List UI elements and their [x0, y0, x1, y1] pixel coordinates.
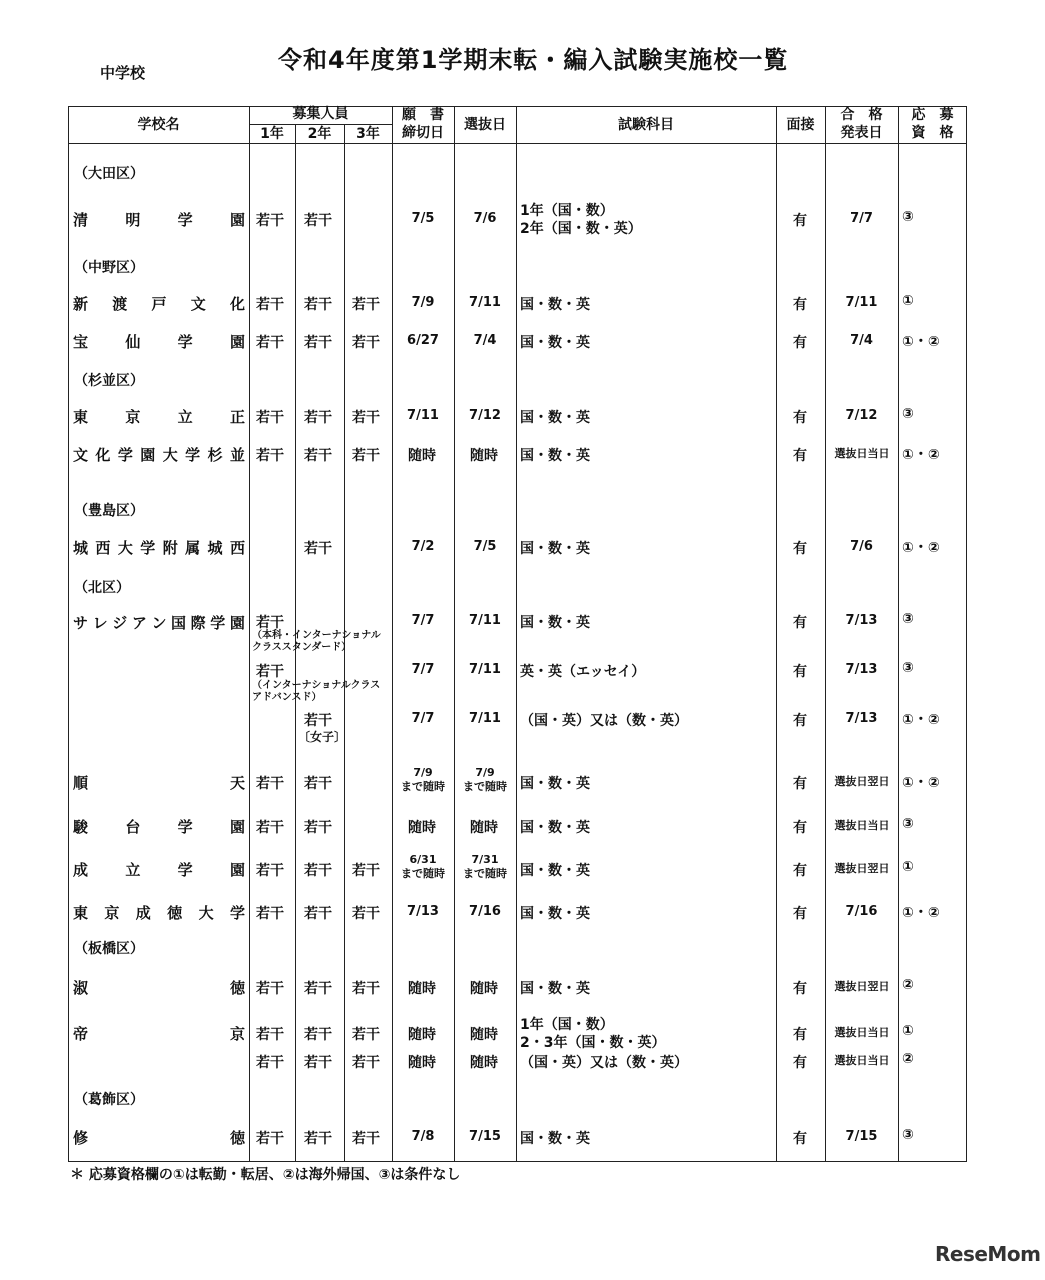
exam-date: 7/11: [469, 295, 501, 310]
course-note: （本科・インターナショナル クラススタンダード）: [252, 630, 381, 653]
interview: 有: [793, 615, 807, 631]
exam-date: 7/11: [469, 711, 501, 726]
g2-capacity: 若干: [304, 448, 332, 464]
g3-capacity: 若干: [352, 410, 380, 426]
g2-capacity: 若干: [304, 863, 332, 879]
deadline: 7/7: [411, 613, 435, 628]
school-name: 淑 徳: [73, 979, 245, 997]
qualification: ①: [902, 1023, 914, 1039]
g1-capacity: 若干: [256, 820, 284, 836]
school-name: 帝 京: [73, 1025, 245, 1043]
subjects: 1年（国・数）: [520, 1017, 614, 1033]
g2-capacity: 若干: [304, 335, 332, 351]
exam-date: 7/16: [469, 904, 501, 919]
g1-capacity: 若干: [256, 335, 284, 351]
header-g1: 1年: [260, 126, 284, 142]
interview: 有: [793, 448, 807, 464]
deadline: 7/5: [411, 211, 435, 226]
result-date: 選抜日翌日: [834, 775, 890, 788]
school-name: 清 明 学 園: [73, 211, 245, 229]
cell-divider: [344, 661, 345, 679]
course-note: （インターナショナルクラス アドバンスド）: [252, 680, 381, 703]
g2-capacity: 若干: [304, 776, 332, 792]
result-date: 7/4: [850, 333, 873, 348]
col-divider: [776, 106, 777, 1162]
school-name: 東 京 成 徳 大 学: [73, 904, 245, 922]
g1-capacity: 若干: [256, 1027, 284, 1043]
qualification: ③: [902, 816, 914, 832]
subjects: 2・3年（国・数・英）: [520, 1035, 666, 1051]
interview: 有: [793, 820, 807, 836]
deadline: 随時: [408, 820, 436, 836]
subjects: 2年（国・数・英）: [520, 221, 642, 237]
exam-date: 7/5: [473, 539, 497, 554]
cell-divider: [344, 612, 345, 630]
ward-heading: （杉並区）: [74, 373, 144, 389]
exam-date: 7/31: [471, 853, 499, 866]
result-date: 選抜日当日: [834, 447, 890, 460]
recruit-subdivider: [249, 124, 392, 125]
interview: 有: [793, 776, 807, 792]
course-note: 〔女子〕: [298, 730, 347, 744]
subjects: 国・数・英: [520, 448, 590, 464]
g3-capacity: 若干: [352, 297, 380, 313]
interview: 有: [793, 664, 807, 680]
subjects: 国・数・英: [520, 981, 590, 997]
qualification: ①・②: [902, 540, 940, 556]
cell-divider: [344, 711, 345, 729]
exam-date: まで随時: [463, 780, 507, 793]
g1-capacity: 若干: [256, 1055, 284, 1071]
deadline: 6/27: [407, 333, 439, 348]
exam-date: まで随時: [463, 867, 507, 880]
interview: 有: [793, 1027, 807, 1043]
school-name: サ レ ジ ア ン 国 際 学 園: [73, 614, 245, 632]
exam-date: 7/6: [473, 211, 497, 226]
header-g2: 2年: [307, 126, 332, 142]
g1-capacity: 若干: [256, 213, 284, 229]
interview: 有: [793, 410, 807, 426]
exam-date: 随時: [470, 448, 498, 464]
result-date: 7/7: [850, 211, 873, 226]
header-qual-1: 応 募: [911, 107, 954, 123]
qualification: ②: [902, 1051, 914, 1067]
school-name: 成 立 学 園: [73, 861, 245, 879]
footnote: ＊ 応募資格欄の①は転勤・転居、②は海外帰国、③は条件なし: [70, 1167, 461, 1183]
ward-heading: （葛飾区）: [74, 1092, 144, 1108]
exam-date: 7/4: [473, 333, 497, 348]
deadline: 6/31: [409, 853, 437, 866]
result-date: 選抜日当日: [834, 1054, 890, 1067]
exam-date: 7/11: [469, 662, 501, 677]
interview: 有: [793, 1055, 807, 1071]
deadline: 7/9: [411, 295, 435, 310]
subjects: 国・数・英: [520, 906, 590, 922]
deadline: 7/2: [411, 539, 435, 554]
qualification: ①・②: [902, 447, 940, 463]
exam-date: 随時: [470, 820, 498, 836]
qualification: ①: [902, 859, 914, 875]
school-name: 宝 仙 学 園: [73, 333, 245, 351]
result-date: 7/13: [845, 613, 878, 628]
g3-capacity: 若干: [352, 448, 380, 464]
qualification: ①・②: [902, 905, 940, 921]
g1-capacity: 若干: [256, 981, 284, 997]
school-name: 順 天: [73, 774, 245, 792]
exam-date: 随時: [470, 1027, 498, 1043]
g2-capacity: 若干: [304, 1027, 332, 1043]
g3-capacity: 若干: [352, 335, 380, 351]
header-deadline-2: 締切日: [402, 125, 444, 141]
result-date: 7/11: [845, 295, 878, 310]
table-frame: [68, 106, 967, 1162]
school-name: 東 京 立 正: [73, 408, 245, 426]
g1-capacity: 若干: [256, 906, 284, 922]
col-divider: [898, 106, 899, 1162]
subjects: 国・数・英: [520, 776, 590, 792]
qualification: ②: [902, 977, 914, 993]
subjects: （国・英）又は（数・英）: [520, 713, 688, 729]
deadline: 随時: [408, 1055, 436, 1071]
g3-capacity: 若干: [352, 1027, 380, 1043]
col-divider: [392, 106, 393, 1162]
deadline: 7/8: [411, 1129, 435, 1144]
subjects: （国・英）又は（数・英）: [520, 1055, 688, 1071]
deadline: 7/11: [407, 408, 439, 423]
qualification: ③: [902, 611, 914, 627]
cell-divider: [295, 612, 296, 630]
exam-date: 7/11: [469, 613, 501, 628]
g2-capacity: 若干: [304, 981, 332, 997]
g1-capacity: 若干: [256, 776, 284, 792]
deadline: 随時: [408, 1027, 436, 1043]
interview: 有: [793, 906, 807, 922]
interview: 有: [793, 297, 807, 313]
col-divider: [825, 106, 826, 1162]
g2-capacity: 若干: [304, 410, 332, 426]
school-name: 新 渡 戸 文 化: [73, 295, 245, 313]
subjects: 国・数・英: [520, 615, 590, 631]
g3-capacity: 若干: [352, 1055, 380, 1071]
qualification: ①・②: [902, 775, 940, 791]
exam-date: 7/12: [469, 408, 501, 423]
result-date: 選抜日当日: [834, 819, 890, 832]
exam-date: 7/15: [469, 1129, 501, 1144]
header-school: 学校名: [137, 117, 180, 133]
subjects: 国・数・英: [520, 541, 590, 557]
exam-date: 7/9: [475, 766, 495, 779]
result-date: 7/13: [845, 662, 878, 677]
subjects: 英・英（エッセイ）: [520, 664, 646, 680]
g1-capacity: 若干: [256, 615, 284, 631]
interview: 有: [793, 541, 807, 557]
interview: 有: [793, 713, 807, 729]
result-date: 選抜日翌日: [834, 980, 890, 993]
col-divider: [516, 106, 517, 1162]
header-result-2: 発表日: [840, 125, 883, 141]
cell-divider: [295, 711, 296, 729]
qualification: ③: [902, 406, 914, 422]
school-name: 駿 台 学 園: [73, 818, 245, 836]
exam-date: 随時: [470, 1055, 498, 1071]
header-qual-2: 資 格: [911, 125, 954, 141]
header-deadline-1: 願 書: [402, 107, 444, 123]
header-exam-date: 選抜日: [464, 117, 506, 133]
deadline: 7/13: [407, 904, 439, 919]
interview: 有: [793, 335, 807, 351]
g1-capacity: 若干: [256, 664, 284, 680]
subjects: 国・数・英: [520, 410, 590, 426]
deadline: 随時: [408, 448, 436, 464]
subjects: 国・数・英: [520, 1131, 590, 1147]
deadline: まで随時: [401, 867, 445, 880]
school-name: 城 西 大 学 附 属 城 西: [73, 539, 245, 557]
qualification: ③: [902, 660, 914, 676]
header-g3: 3年: [356, 126, 380, 142]
cell-divider: [295, 661, 296, 679]
school-name: 文 化 学 園 大 学 杉 並: [73, 446, 245, 464]
subjects: 国・数・英: [520, 297, 590, 313]
qualification: ①・②: [902, 334, 940, 350]
g3-capacity: 若干: [352, 863, 380, 879]
result-date: 7/13: [845, 711, 878, 726]
exam-date: 随時: [470, 981, 498, 997]
qualification: ③: [902, 209, 914, 225]
subjects: 1年（国・数）: [520, 203, 614, 219]
qualification: ①: [902, 293, 914, 309]
qualification: ①・②: [902, 712, 940, 728]
qualification: ③: [902, 1127, 914, 1143]
deadline: 7/7: [411, 711, 435, 726]
ward-heading: （大田区）: [74, 166, 144, 182]
g3-capacity: 若干: [352, 1131, 380, 1147]
ward-heading: （北区）: [74, 580, 130, 596]
g2-capacity: 若干: [304, 1055, 332, 1071]
g1-capacity: 若干: [256, 410, 284, 426]
deadline: 7/7: [411, 662, 435, 677]
deadline: 7/9: [413, 766, 433, 779]
g3-capacity: 若干: [352, 906, 380, 922]
result-date: 選抜日翌日: [834, 862, 890, 875]
g2-capacity: 若干: [304, 213, 332, 229]
g2-capacity: 若干: [304, 906, 332, 922]
result-date: 7/15: [845, 1129, 878, 1144]
school-name: 修 徳: [73, 1129, 245, 1147]
col-divider: [454, 106, 455, 1162]
subjects: 国・数・英: [520, 863, 590, 879]
deadline: まで随時: [401, 780, 445, 793]
g1-capacity: 若干: [256, 1131, 284, 1147]
interview: 有: [793, 863, 807, 879]
ward-heading: （板橋区）: [74, 941, 144, 957]
result-date: 選抜日当日: [834, 1026, 890, 1039]
header-divider: [68, 143, 967, 144]
col-divider: [249, 106, 250, 1162]
ward-heading: （豊島区）: [74, 503, 144, 519]
page-title: 令和4年度第1学期末転・編入試験実施校一覧: [278, 46, 789, 74]
header-subjects: 試験科目: [618, 117, 674, 133]
g2-capacity: 若干: [304, 1131, 332, 1147]
result-date: 7/6: [850, 539, 873, 554]
header-interview: 面接: [786, 117, 815, 133]
g1-capacity: 若干: [256, 863, 284, 879]
subjects: 国・数・英: [520, 335, 590, 351]
g1-capacity: 若干: [256, 448, 284, 464]
interview: 有: [793, 213, 807, 229]
g1-capacity: 若干: [256, 297, 284, 313]
g2-capacity: 若干: [304, 713, 332, 729]
result-date: 7/12: [845, 408, 878, 423]
header-result-1: 合 格: [840, 107, 883, 123]
result-date: 7/16: [845, 904, 878, 919]
document-category: 中学校: [100, 64, 146, 82]
g3-capacity: 若干: [352, 981, 380, 997]
interview: 有: [793, 1131, 807, 1147]
g2-capacity: 若干: [304, 820, 332, 836]
interview: 有: [793, 981, 807, 997]
g2-capacity: 若干: [304, 297, 332, 313]
header-recruit: 募集人員: [292, 106, 349, 122]
g2-capacity: 若干: [304, 541, 332, 557]
deadline: 随時: [408, 981, 436, 997]
ward-heading: （中野区）: [74, 260, 144, 276]
resemom-logo: ReseMom: [935, 1242, 1041, 1266]
subjects: 国・数・英: [520, 820, 590, 836]
